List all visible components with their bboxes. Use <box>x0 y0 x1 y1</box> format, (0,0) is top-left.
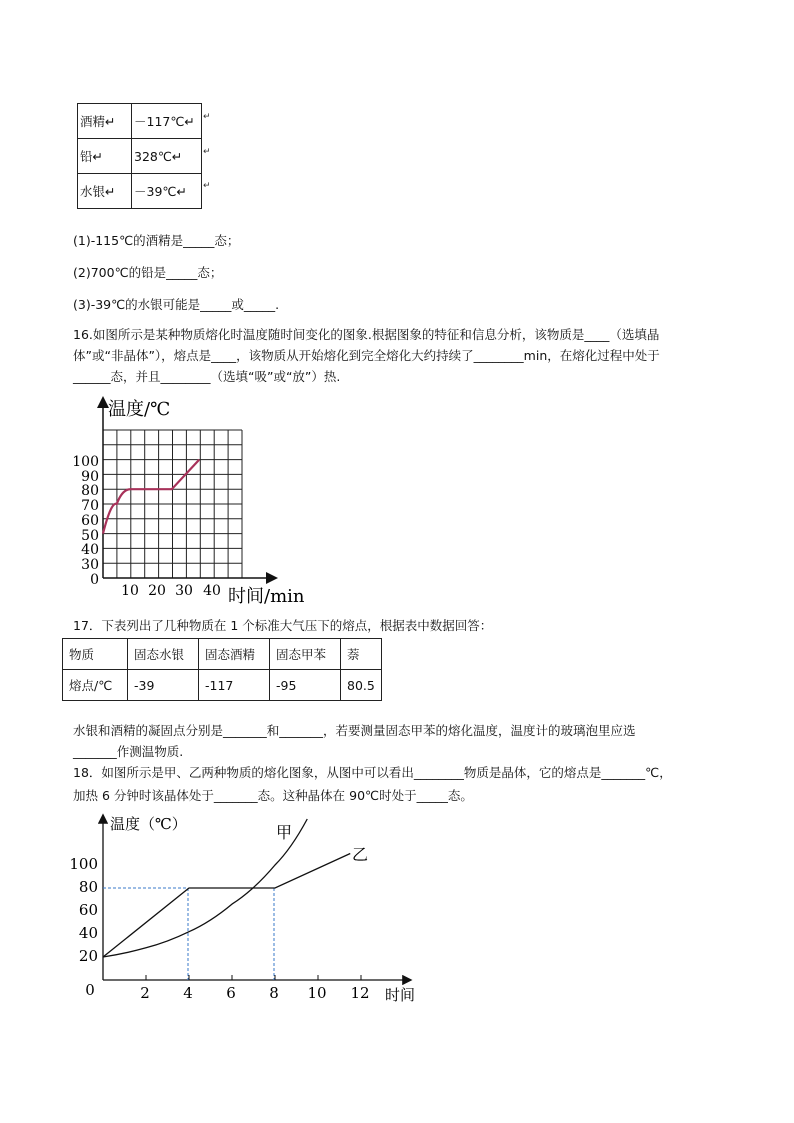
q18-line-1: 18．如图所示是甲、乙两种物质的熔化图象，从图中可以看出________物质是晶体，它的熔点是_______℃， <box>73 765 672 780</box>
table-header-cell: 固态酒精 <box>199 639 270 670</box>
q15-item-3: (3)-39℃的水银可能是_____或_____. <box>73 297 280 312</box>
q17-intro: 17．下表列出了几种物质在 1 个标准大气压下的熔点，根据表中数据回答： <box>73 618 493 633</box>
x-tick-label: 6 <box>226 984 236 1002</box>
table-cell: 328℃↵ <box>132 139 202 174</box>
table-row <box>63 670 382 701</box>
table-row <box>78 174 202 209</box>
series-yi-label: 乙 <box>352 845 369 864</box>
table-header-cell: 固态甲苯 <box>270 639 341 670</box>
table-row <box>78 104 202 139</box>
q16-line-2: 体”或“非晶体”），熔点是____，该物质从开始熔化到完全熔化大约持续了________min，在熔化过程中处于 <box>73 348 660 363</box>
q16-temperature-chart <box>70 393 305 613</box>
chart-grid <box>103 430 242 578</box>
y-tick-label: 90 <box>81 469 99 485</box>
x-tick-label: 10 <box>307 984 327 1002</box>
table-row <box>63 639 382 670</box>
y-tick-label: 100 <box>72 454 99 470</box>
table-row <box>78 139 202 174</box>
y-tick-label: 50 <box>81 528 99 544</box>
table-cell: 熔点/℃ <box>63 670 128 701</box>
x-tick-label: 40 <box>203 583 221 599</box>
table-cell: -95 <box>270 670 341 701</box>
x-tick-label: 2 <box>140 984 150 1002</box>
row-end-mark: ↵ <box>203 112 211 122</box>
y-axis-label: 温度/℃ <box>108 399 171 420</box>
q17-line-2: _______作测温物质. <box>73 744 184 759</box>
y-tick-label: 20 <box>78 947 98 965</box>
x-tick-label: 12 <box>350 984 370 1002</box>
x-tick-label: 30 <box>175 583 193 599</box>
y-tick-label: 60 <box>78 901 98 919</box>
y-tick-label: 70 <box>81 498 99 514</box>
table-cell: 酒精↵ <box>78 104 132 139</box>
q16-line-1: 16.如图所示是某种物质熔化时温度随时间变化的图象.根据图象的特征和信息分析，该物质是____（选填晶 <box>73 327 660 342</box>
table-cell: －117℃↵ <box>132 104 202 139</box>
x-tick-label: 10 <box>121 583 139 599</box>
table-header-cell: 萘 <box>341 639 382 670</box>
y-tick-label: 80 <box>78 878 98 896</box>
y-tick-label: 30 <box>81 557 99 573</box>
y-tick-label: 100 <box>69 855 98 873</box>
q15-item-2: (2)700℃的铅是_____态； <box>73 265 223 280</box>
y-tick-label: 0 <box>90 572 99 588</box>
table-header-cell: 物质 <box>63 639 128 670</box>
q17-line-1: 水银和酒精的凝固点分别是_______和_______，若要测量固态甲苯的熔化温度，温度计的玻璃泡里应选 <box>73 723 636 738</box>
q18-line-2: 加热 6 分钟时该晶体处于_______态。这种晶体在 90℃时处于_____态。 <box>73 788 473 803</box>
q15-item-1: (1)-115℃的酒精是_____态； <box>73 233 240 248</box>
x-tick-marks <box>146 975 361 980</box>
table-cell: 水银↵ <box>78 174 132 209</box>
table-header-cell: 固态水银 <box>128 639 199 670</box>
y-tick-label: 40 <box>78 924 98 942</box>
row-end-mark: ↵ <box>203 147 211 157</box>
table-cell: 80.5 <box>341 670 382 701</box>
melting-point-table-q17 <box>62 638 382 701</box>
melting-point-table-q15 <box>77 103 202 209</box>
y-tick-label: 40 <box>81 542 99 558</box>
temperature-curve <box>103 460 199 534</box>
x-tick-label: 8 <box>269 984 279 1002</box>
series-yi-line <box>103 854 350 958</box>
x-tick-label: 4 <box>183 984 193 1002</box>
table-cell: -117 <box>199 670 270 701</box>
y-tick-label: 80 <box>81 483 99 499</box>
q16-line-3: ______态，并且________（选填“吸”或“放”）热. <box>73 369 341 384</box>
table-cell: －39℃↵ <box>132 174 202 209</box>
table-cell: 铅↵ <box>78 139 132 174</box>
q18-melting-chart <box>70 810 430 1010</box>
origin-label: 0 <box>85 981 95 999</box>
x-axis-label: 时间/min <box>228 586 305 607</box>
y-tick-label: 60 <box>81 513 99 529</box>
x-axis-label: 时间 <box>385 986 416 1004</box>
table-cell: -39 <box>128 670 199 701</box>
x-tick-label: 20 <box>148 583 166 599</box>
series-jia-label: 甲 <box>276 823 293 842</box>
row-end-mark: ↵ <box>203 181 211 191</box>
y-axis-label: 温度（℃） <box>110 815 187 833</box>
